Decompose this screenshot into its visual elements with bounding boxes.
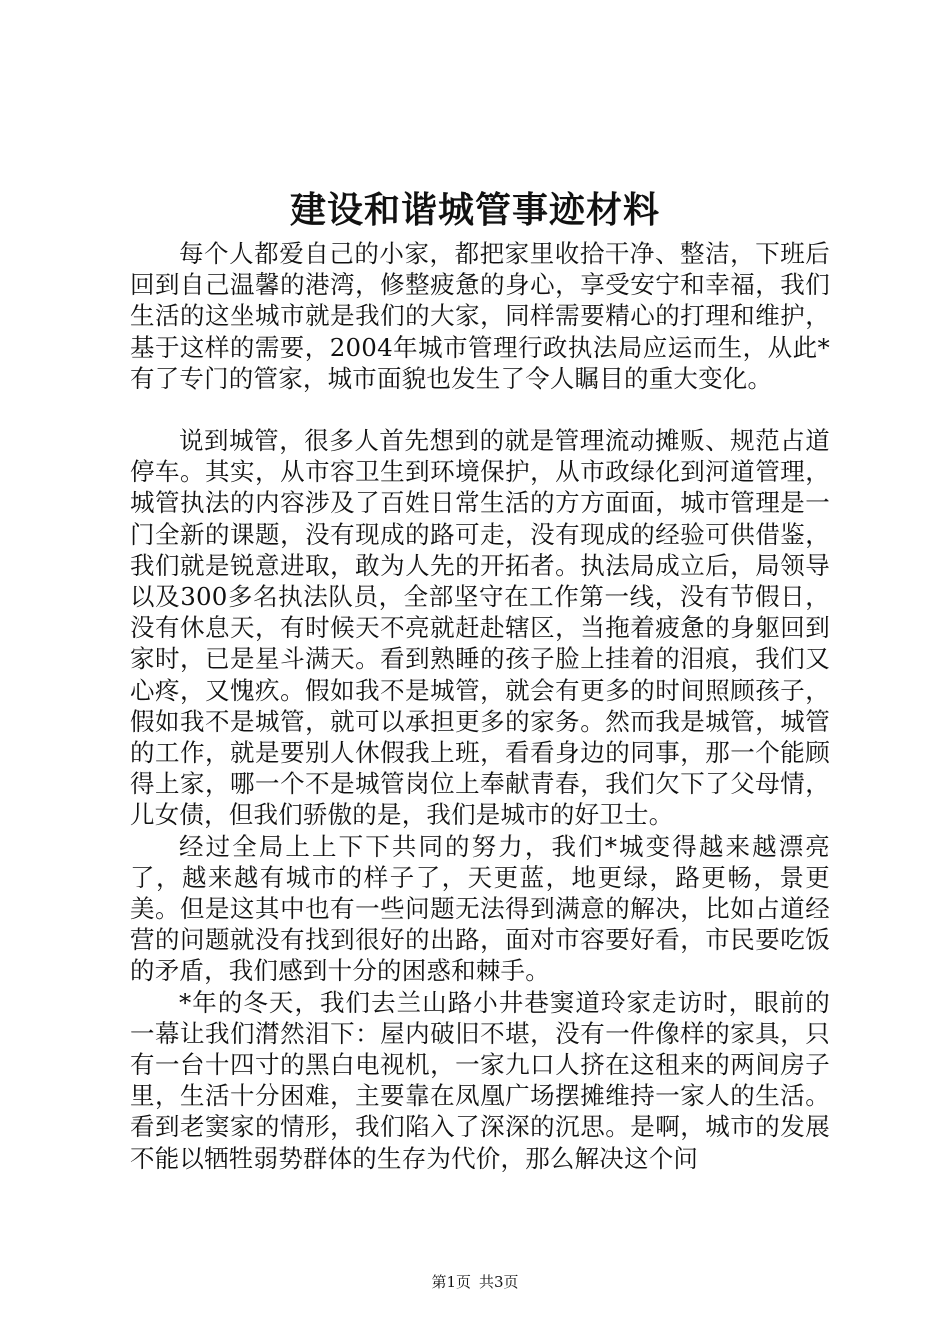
paragraph-city-improvement: 经过全局上上下下共同的努力，我们*城变得越来越漂亮了，越来越有城市的样子了，天更蓝，地更绿，路更畅，景更美。但是这其中也有一些问题无法得到满意的解决，比如占道经营的问题就没有找到很好的出路，面对市容要好看，市民要吃饭的矛盾，我们感到十分的困惑和棘手。 (130, 831, 830, 986)
paragraph-winter-visit: *年的冬天，我们去兰山路小井巷窦道玲家走访时，眼前的一幕让我们潸然泪下：屋内破旧不堪，没有一件像样的家具，只有一台十四寸的黑白电视机，一家九口人挤在这租来的两间房子里，生活十分困难，主要靠在凤凰广场摆摊维持一家人的生活。看到老窦家的情形，我们陷入了深深的沉思。是啊，城市的发展不能以牺牲弱势群体的生存为代价，那么解决这个问 (130, 987, 830, 1173)
paragraph-chengguan-work: 说到城管，很多人首先想到的就是管理流动摊贩、规范占道停车。其实，从市容卫生到环境保护，从市政绿化到河道管理，城管执法的内容涉及了百姓日常生活的方方面面，城市管理是一门全新的课题，没有现成的路可走，没有现成的经验可供借鉴，我们就是锐意进取，敢为人先的开拓者。执法局成立后，局领导以及300多名执法队员，全部坚守在工作第一线，没有节假日，没有休息天，有时候天不亮就赶赴辖区，当拖着疲惫的身躯回到家时，已是星斗满天。看到熟睡的孩子脸上挂着的泪痕，我们又心疼，又愧疚。假如我不是城管，就会有更多的时间照顾孩子，假如我不是城管，就可以承担更多的家务。然而我是城管，城管的工作，就是要别人休假我上班，看看身边的同事，那一个能顾得上家，哪一个不是城管岗位上奉献青春，我们欠下了父母情，儿女债，但我们骄傲的是，我们是城市的好卫士。 (130, 426, 830, 830)
paragraph-intro: 每个人都爱自己的小家，都把家里收拾干净、整洁，下班后回到自己温馨的港湾，修整疲惫的身心，享受安宁和幸福，我们生活的这坐城市就是我们的大家，同样需要精心的打理和维护，基于这样的需要，2004年城市管理行政执法局应运而生，从此*有了专门的管家，城市面貌也发生了令人瞩目的重大变化。 (130, 239, 830, 393)
page-total: 共3页 (479, 1273, 519, 1291)
page-footer (0, 1272, 950, 1292)
document-body (130, 238, 830, 1174)
page-number: 第1页 (431, 1273, 471, 1291)
page-title: 建设和谐城管事迹材料 (289, 189, 660, 231)
paragraph-spacer (130, 394, 830, 425)
